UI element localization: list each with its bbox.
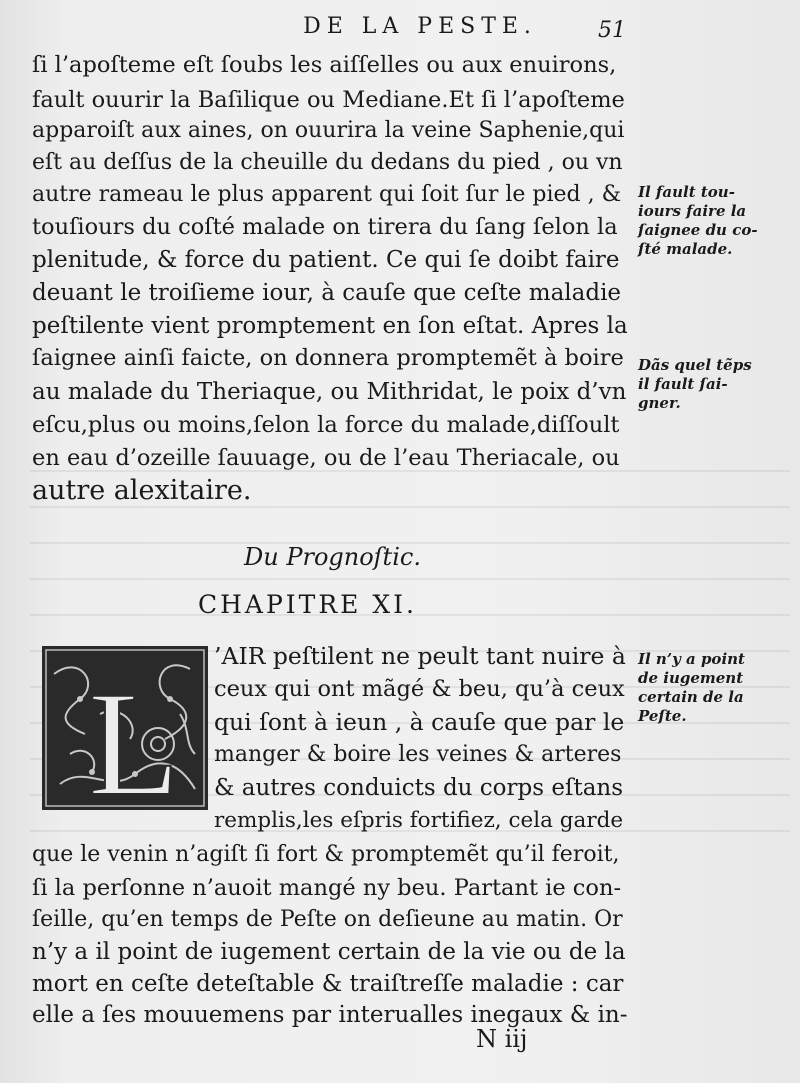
- marginal-note-line: de iugement: [638, 669, 744, 687]
- body-line: fault ouurir la Baſilique ou Mediane.Et ſi l’apoſteme: [32, 87, 625, 113]
- body-line: plenitude, & force du patient. Ce qui ſe doibt faire: [32, 247, 620, 273]
- marginal-note: [638, 650, 788, 726]
- body-line: & autres conduicts du corps eſtans: [214, 775, 624, 801]
- body-line: autre alexitaire.: [32, 475, 252, 506]
- page-number: 51: [598, 18, 626, 43]
- body-line: manger & boire les veines & arteres: [214, 742, 622, 767]
- section-title: Du Prognoſtic.: [244, 543, 421, 571]
- dropcap-initial: [40, 644, 210, 812]
- body-line: ’AIR peſtilent ne peult tant nuire à: [214, 642, 626, 670]
- body-line: ſi la perſonne n’auoit mangé ny beu. Partant ie con-: [32, 875, 622, 901]
- marginal-note-line: Dãs quel tẽps: [638, 356, 752, 374]
- marginal-note-line: Peſte.: [638, 707, 687, 725]
- body-line: ceux qui ont mãgé & beu, qu’à ceux: [214, 676, 625, 702]
- body-line: n’y a il point de iugement certain de la vie ou de la: [32, 939, 626, 965]
- body-line: eſcu,plus ou moins,ſelon la force du malade,diſſoult: [32, 412, 620, 438]
- body-line: mort en ceſte deteſtable & traiſtreſſe maladie : car: [32, 971, 624, 997]
- body-line: en eau d’ozeille ſauuage, ou de l’eau Theriacale, ou: [32, 445, 620, 471]
- body-line: eſt au deſſus de la cheuille du dedans du pied , ou vn: [32, 150, 623, 175]
- body-line: ſeille, qu’en temps de Peſte on deſieune au matin. Or: [32, 907, 623, 932]
- marginal-note-line: gner.: [638, 394, 681, 412]
- body-line: au malade du Theriaque, ou Mithridat, le poix d’vn: [32, 379, 627, 405]
- marginal-note: [638, 183, 788, 259]
- body-line: ſi l’apoſteme eſt ſoubs les aiſſelles ou aux enuirons,: [32, 52, 617, 78]
- marginal-note-line: Il n’y a point: [638, 650, 745, 668]
- marginal-note-line: certain de la: [638, 688, 744, 706]
- body-line: touſiours du coſté malade on tirera du ſang ſelon la: [32, 214, 618, 240]
- body-line: ſaignee ainſi faicte, on donnera promptemẽt à boire: [32, 345, 624, 371]
- marginal-note-line: il fault ſai-: [638, 375, 728, 393]
- marginal-note: [638, 356, 788, 413]
- chapter-title: CHAPITRE XI.: [198, 590, 417, 619]
- body-line: qui ſont à ieun , à cauſe que par le: [214, 708, 625, 736]
- running-head: DE LA PESTE.: [303, 14, 537, 39]
- body-line: peſtilente vient promptement en ſon eſtat. Apres la: [32, 313, 628, 339]
- body-line: autre rameau le plus apparent qui ſoit ſur le pied , &: [32, 182, 622, 207]
- body-line: apparoiſt aux aines, on ouurira la veine Saphenie,qui: [32, 118, 625, 143]
- signature-mark: N iij: [476, 1025, 528, 1053]
- marginal-note-line: ſaignee du co-: [638, 221, 758, 239]
- body-line: elle a ſes mouuemens par interualles inegaux & in-: [32, 1002, 628, 1028]
- body-line: remplis,les eſpris fortifiez, cela garde: [214, 808, 624, 833]
- marginal-note-line: ſté malade.: [638, 240, 733, 258]
- body-line: que le venin n’agiſt ſi fort & promptemẽt qu’il feroit,: [32, 842, 620, 867]
- marginal-note-line: iours faire la: [638, 202, 747, 220]
- body-line: deuant le troiſieme iour, à cauſe que ceſte maladie: [32, 280, 622, 306]
- dropcap-letter: L: [88, 661, 180, 812]
- marginal-note-line: Il fault tou-: [638, 183, 735, 201]
